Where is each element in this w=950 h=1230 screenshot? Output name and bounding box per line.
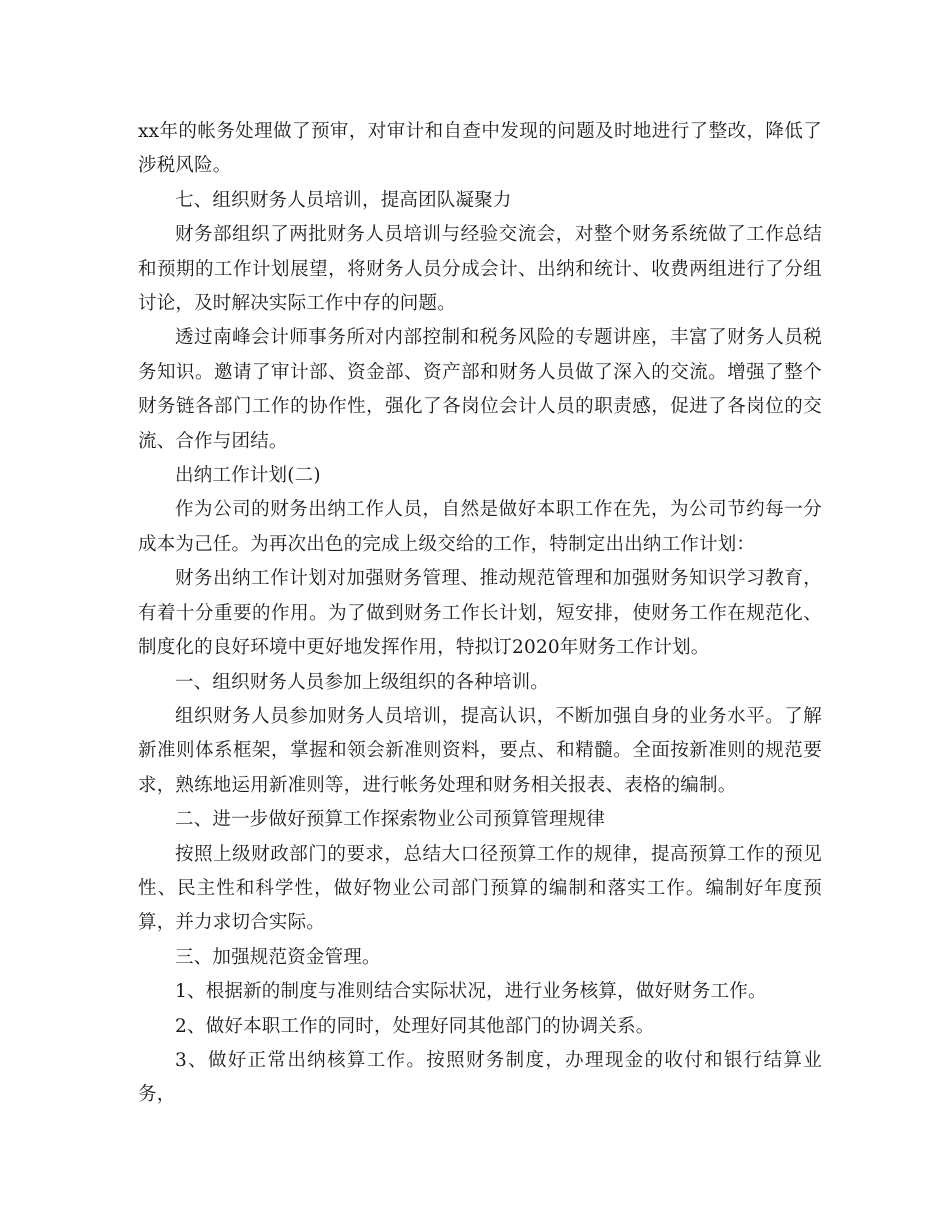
section-heading-7: 七、组织财务人员培训，提高团队凝聚力 — [175, 189, 512, 211]
paragraph-11: 按照上级财政部门的要求，总结大口径预算工作的规律，提高预算工作的预见性、民主性和科学性，做好物业公司部门预算的编制和落实工作。编制好年度预算，并力求切合实际。 — [138, 843, 822, 934]
paragraph-9: 组织财务人员参加财务人员培训，提高认识，不断加强自身的业务水平。了解新准则体系框架，掌握和领会新准则资料，要点、和精髓。全面按新准则的规范要求，熟练地运用新准则等，进行帐务处理和财务相关报表、表格的编制。 — [138, 705, 822, 796]
paragraph-3: 财务部组织了两批财务人员培训与经验交流会，对整个财务系统做了工作总结和预期的工作计划展望，将财务人员分成会计、出纳和统计、收费两组进行了分组讨论，及时解决实际工作中存的问题。 — [138, 224, 822, 315]
list-item-2: 2、做好本职工作的同时，处理好同其他部门的协调关系。 — [175, 1015, 655, 1037]
document-subtitle: 出纳工作计划(二) — [175, 465, 321, 487]
section-heading-1: 一、组织财务人员参加上级组织的各种培训。 — [175, 671, 550, 693]
section-heading-2: 二、进一步做好预算工作探索物业公司预算管理规律 — [175, 809, 606, 831]
document-body — [138, 115, 822, 1113]
section-heading-3: 三、加强规范资金管理。 — [175, 946, 381, 968]
paragraph-6: 作为公司的财务出纳工作人员，自然是做好本职工作在先，为公司节约每一分成本为己任。为再次出色的完成上级交给的工作，特制定出出纳工作计划： — [138, 499, 822, 555]
paragraph-4: 透过南峰会计师事务所对内部控制和税务风险的专题讲座，丰富了财务人员税务知识。邀请了审计部、资金部、资产部和财务人员做了深入的交流。增强了整个财务链各部门工作的协作性，强化了各岗位会计人员的职责感，促进了各岗位的交流、合作与团结。 — [138, 327, 822, 452]
paragraph-1: xx年的帐务处理做了预审，对审计和自查中发现的问题及时地进行了整改，降低了涉税风险。 — [138, 121, 822, 177]
list-item-3: 3、做好正常出纳核算工作。按照财务制度，办理现金的收付和银行结算业务， — [138, 1049, 822, 1106]
paragraph-7: 财务出纳工作计划对加强财务管理、推动规范管理和加强财务知识学习教育，有着十分重要的作用。为了做到财务工作长计划，短安排，使财务工作在规范化、制度化的良好环境中更好地发挥作用，特拟订2020年财务工作计划。 — [138, 568, 822, 659]
list-item-1: 1、根据新的制度与准则结合实际状况，进行业务核算，做好财务工作。 — [175, 981, 767, 1003]
